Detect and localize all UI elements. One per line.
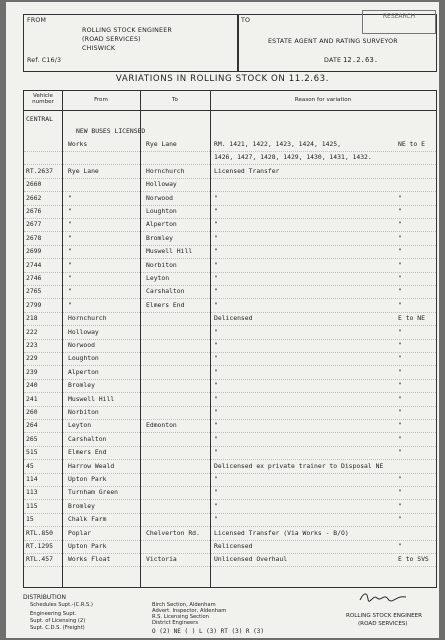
table-row xyxy=(24,193,436,206)
reason-cell: " xyxy=(214,274,218,282)
vehicle-number-cell: 240 xyxy=(26,381,38,390)
extra-cell: " xyxy=(398,327,402,336)
reason-cell: " xyxy=(214,260,218,269)
vehicle-number-cell: RT.1295 xyxy=(26,542,53,550)
vehicle-number-cell: 2677 xyxy=(26,220,42,229)
table-row xyxy=(24,407,436,420)
extra-cell: " xyxy=(398,354,402,363)
vehicle-number-cell: 2744 xyxy=(26,260,42,269)
col-vehicle-number: Vehicle number xyxy=(32,93,54,105)
section-new-buses: NEW BUSES LICENSED xyxy=(76,127,146,135)
from-cell: Holloway xyxy=(68,327,99,336)
reason-cell: Delicensed xyxy=(214,314,253,323)
table-row xyxy=(24,179,436,192)
col-from: From xyxy=(94,97,108,103)
table-row xyxy=(24,166,436,179)
to-cell: Victoria xyxy=(146,555,177,564)
table-row xyxy=(24,528,436,541)
vehicle-number-cell: 218 xyxy=(26,314,38,323)
vehicle-number-cell: 2799 xyxy=(26,300,42,309)
from-cell: Rye Lane xyxy=(68,166,99,175)
extra-cell: " xyxy=(398,488,402,497)
table-row xyxy=(24,233,436,246)
research-stamp xyxy=(362,10,436,34)
dist-line-1: Schedules Supt.-(C.R.S.) xyxy=(30,602,93,608)
to-cell: Alperton xyxy=(146,220,177,229)
reason-cell: " xyxy=(214,434,218,443)
reason-cell: Relicensed xyxy=(214,542,253,550)
to-cell: Loughton xyxy=(146,207,177,215)
table-row xyxy=(24,380,436,393)
to-cell: Bromley xyxy=(146,233,173,242)
to-cell: Leyton xyxy=(146,274,170,282)
from-cell: " xyxy=(68,233,72,242)
table-row xyxy=(24,340,436,353)
page-title: VARIATIONS IN ROLLING STOCK ON 11.2.63. xyxy=(115,74,330,84)
reason-cell: " xyxy=(214,488,218,497)
reason-cell: Licensed Transfer xyxy=(214,166,280,175)
extra-cell: " xyxy=(398,300,402,309)
to-cell: Rye Lane xyxy=(146,140,177,148)
dist-line-3: Supt. of Licensing (2) xyxy=(30,618,86,624)
reason-cell: " xyxy=(214,421,218,430)
from-cell: " xyxy=(68,193,72,202)
table-row xyxy=(24,300,436,313)
vehicle-number-cell: 15 xyxy=(26,515,34,524)
table-row xyxy=(24,260,436,273)
extra-cell: NE to E xyxy=(398,140,425,148)
section-central: CENTRAL xyxy=(26,115,53,123)
vehicle-number-cell: 2765 xyxy=(26,287,42,296)
extra-cell: " xyxy=(398,475,402,483)
table-row xyxy=(24,367,436,380)
table-row xyxy=(24,327,436,340)
extra-cell: " xyxy=(398,434,402,443)
vehicle-number-cell: 241 xyxy=(26,394,38,403)
mid-line-3: R.S. Licensing Section xyxy=(152,614,209,620)
from-line-1: ROLLING STOCK ENGINEER xyxy=(82,27,172,34)
mid-line-1: Birch Section, Aldenham xyxy=(152,602,216,608)
from-line-3: CHISWICK xyxy=(82,45,116,52)
table-row xyxy=(24,394,436,407)
to-cell: Hornchurch xyxy=(146,166,185,175)
signature-title-2: (ROAD SERVICES) xyxy=(358,621,408,627)
extra-cell: " xyxy=(398,220,402,229)
mid-line-2: Advert. Inspector, Aldenham xyxy=(152,608,227,614)
to-cell: Norbiton xyxy=(146,260,177,269)
reason-cell: " xyxy=(214,394,218,403)
vehicle-number-cell: 2746 xyxy=(26,274,42,282)
vehicle-number-cell: 515 xyxy=(26,448,38,457)
from-cell: Upton Park xyxy=(68,542,107,550)
reason-cell: " xyxy=(214,233,218,242)
distribution-label: DISTRIBUTION xyxy=(23,594,66,601)
extra-cell: " xyxy=(398,287,402,296)
from-cell: Turnham Green xyxy=(68,488,119,497)
table-row xyxy=(24,461,436,474)
table-row xyxy=(24,434,436,447)
from-cell: " xyxy=(68,287,72,296)
reason-cell: " xyxy=(214,193,218,202)
to-line: ESTATE AGENT AND RATING SURVEYOR xyxy=(268,38,398,45)
reason-cell: " xyxy=(214,341,218,349)
from-cell: Harrow Weald xyxy=(68,461,115,470)
table-row xyxy=(24,313,436,326)
vehicle-number-cell: 113 xyxy=(26,488,38,497)
extra-cell: " xyxy=(398,367,402,376)
table-row xyxy=(24,152,436,165)
vehicle-number-cell: 114 xyxy=(26,475,38,483)
extra-cell: " xyxy=(398,448,402,457)
vehicle-number-cell: 264 xyxy=(26,421,38,430)
to-cell: Norwood xyxy=(146,193,173,202)
reason-cell: " xyxy=(214,220,218,229)
reason-cell: " xyxy=(214,501,218,510)
reason-cell: " xyxy=(214,300,218,309)
to-cell: Edmonton xyxy=(146,421,177,430)
table-row xyxy=(24,286,436,299)
variations-table xyxy=(23,90,437,588)
extra-cell: E to NE xyxy=(398,314,425,323)
vehicle-number-cell: 265 xyxy=(26,434,38,443)
vehicle-number-cell: 2676 xyxy=(26,207,42,215)
from-cell: " xyxy=(68,300,72,309)
reason-cell: " xyxy=(214,475,218,483)
vehicle-number-cell: RTL.457 xyxy=(26,555,53,564)
signature xyxy=(358,590,408,604)
to-cell: Carshalton xyxy=(146,287,185,296)
document-sheet xyxy=(6,2,439,638)
from-cell: Muswell Hill xyxy=(68,394,115,403)
vehicle-number-cell: 239 xyxy=(26,367,38,376)
table-row xyxy=(24,353,436,366)
to-cell: Chelverton Rd. xyxy=(146,528,200,537)
vehicle-number-cell: 260 xyxy=(26,408,38,416)
extra-cell: " xyxy=(398,207,402,215)
extra-cell: E to SVS xyxy=(398,555,429,564)
reason-cell: " xyxy=(214,367,218,376)
reason-cell: RM. 1421, 1422, 1423, 1424, 1425, xyxy=(214,140,341,148)
col-reason: Reason for variation xyxy=(294,97,352,103)
from-cell: " xyxy=(68,247,72,256)
from-cell: Works Float xyxy=(68,555,111,564)
vehicle-number-cell: 222 xyxy=(26,327,38,336)
table-row xyxy=(24,206,436,219)
date-label: DATE xyxy=(324,57,342,64)
from-cell: Alperton xyxy=(68,367,99,376)
from-cell: Leyton xyxy=(68,421,92,430)
mid-line-4: District Engineers xyxy=(152,620,199,626)
extra-cell: " xyxy=(398,247,402,256)
extra-cell: " xyxy=(398,394,402,403)
extra-cell: " xyxy=(398,501,402,510)
extra-cell: " xyxy=(398,260,402,269)
from-cell: Bromley xyxy=(68,381,95,390)
extra-cell: " xyxy=(398,542,402,550)
reason-cell: " xyxy=(214,327,218,336)
from-line-2: (ROAD SERVICES) xyxy=(82,36,141,43)
extra-cell: " xyxy=(398,381,402,390)
col-to: To xyxy=(172,97,178,103)
from-cell: " xyxy=(68,207,72,215)
from-cell: Poplar xyxy=(68,528,92,537)
reason-cell: Unlicensed Overhaul xyxy=(214,555,288,564)
vehicle-number-cell: RT.2637 xyxy=(26,166,53,175)
vehicle-number-cell: 229 xyxy=(26,354,38,363)
reason-cell: Licensed Transfer (Via Works - B/O) xyxy=(214,528,349,537)
from-cell: Elmers End xyxy=(68,448,107,457)
reason-cell: " xyxy=(214,408,218,416)
extra-cell: " xyxy=(398,408,402,416)
from-cell: Bromley xyxy=(68,501,95,510)
from-cell: " xyxy=(68,260,72,269)
reason-cell: " xyxy=(214,287,218,296)
from-cell: " xyxy=(68,220,72,229)
vehicle-number-cell: RTL.850 xyxy=(26,528,53,537)
table-row xyxy=(24,514,436,527)
reason-cell: Delicensed ex private trainer to Disposal NE xyxy=(214,461,384,470)
extra-cell: " xyxy=(398,421,402,430)
extra-cell: " xyxy=(398,274,402,282)
distribution-codes: O (2) NE ( ) L (3) RT (3) R (3) xyxy=(152,628,264,635)
reason-cell: " xyxy=(214,207,218,215)
vehicle-number-cell: 2699 xyxy=(26,247,42,256)
table-row xyxy=(24,420,436,433)
table-row xyxy=(24,219,436,232)
extra-cell: " xyxy=(398,515,402,524)
reason-cell: " xyxy=(214,381,218,390)
reason-cell: " xyxy=(214,448,218,457)
table-row xyxy=(24,273,436,286)
date-value: 12.2.63. xyxy=(343,56,379,64)
dist-line-2: Engineering Supt. xyxy=(30,611,77,617)
to-cell: Holloway xyxy=(146,180,177,189)
table-row xyxy=(24,541,436,554)
to-label: TO xyxy=(241,17,251,24)
extra-cell: " xyxy=(398,341,402,349)
from-cell: " xyxy=(68,274,72,282)
from-cell: Chalk Farm xyxy=(68,515,107,524)
vehicle-number-cell: 2660 xyxy=(26,180,42,189)
table-row xyxy=(24,474,436,487)
dist-line-4: Supt. C.D.S. (Freight) xyxy=(30,625,85,631)
from-cell: Hornchurch xyxy=(68,314,107,323)
from-cell: Works xyxy=(68,140,88,148)
reason-cell: " xyxy=(214,515,218,524)
ref: Ref. C16/3 xyxy=(27,57,62,64)
from-cell: Upton Park xyxy=(68,475,107,483)
extra-cell: " xyxy=(398,233,402,242)
vehicle-number-cell: 45 xyxy=(26,461,34,470)
table-row xyxy=(24,139,436,152)
from-cell: Carshalton xyxy=(68,434,107,443)
reason-cell: 1426, 1427, 1428, 1429, 1430, 1431, 1432. xyxy=(214,153,372,162)
table-row xyxy=(24,246,436,259)
stamp-text: RESEARCH xyxy=(382,13,416,20)
to-cell: Muswell Hill xyxy=(146,247,193,256)
from-label: FROM xyxy=(27,17,47,24)
vehicle-number-cell: 115 xyxy=(26,501,38,510)
extra-cell: " xyxy=(398,193,402,202)
from-cell: Norbiton xyxy=(68,408,99,416)
to-cell: Elmers End xyxy=(146,300,185,309)
vehicle-number-cell: 223 xyxy=(26,341,38,349)
reason-cell: " xyxy=(214,247,218,256)
table-row xyxy=(24,501,436,514)
table-row xyxy=(24,487,436,500)
table-row xyxy=(24,447,436,460)
from-cell: Norwood xyxy=(68,341,95,349)
vehicle-number-cell: 2662 xyxy=(26,193,42,202)
table-row xyxy=(24,554,436,567)
reason-cell: " xyxy=(214,354,218,363)
signature-title-1: ROLLING STOCK ENGINEER xyxy=(346,613,423,619)
vehicle-number-cell: 2678 xyxy=(26,233,42,242)
from-cell: Loughton xyxy=(68,354,99,363)
